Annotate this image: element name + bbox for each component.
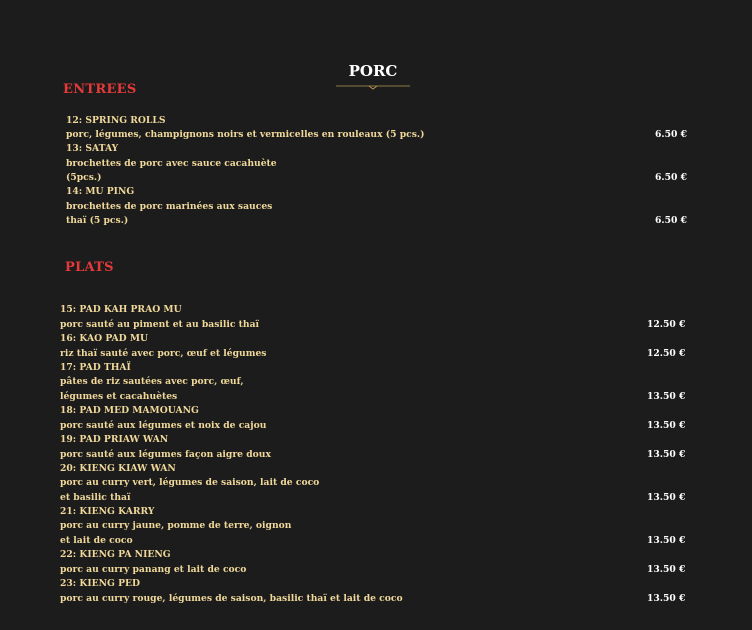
item-desc-16: riz thaï sauté avec porc, œuf et légumes xyxy=(60,348,267,359)
item-desc-13: brochettes de porc avec sauce cacahuète xyxy=(66,158,277,169)
item-desc-21: porc au curry jaune, pomme de terre, oignon xyxy=(60,520,292,531)
item-name-20: 20: KIENG KIAW WAN xyxy=(60,463,176,474)
item-desc-18: porc sauté aux légumes et noix de cajou xyxy=(60,420,267,431)
item-desc-21-b: et lait de coco xyxy=(60,535,133,546)
item-name-19: 19: PAD PRIAW WAN xyxy=(60,434,169,445)
item-desc-15: porc sauté au piment et au basilic thaï xyxy=(60,319,260,330)
item-name-12: 12: SPRING ROLLS xyxy=(66,115,166,126)
item-desc-14: brochettes de porc marinées aux sauces xyxy=(66,201,273,212)
item-price-15: 12.50 € xyxy=(647,319,686,330)
item-price-20: 13.50 € xyxy=(647,492,686,503)
item-name-13: 13: SATAY xyxy=(66,143,119,154)
item-desc-14-b: thaï (5 pcs.) xyxy=(66,215,129,226)
item-price-16: 12.50 € xyxy=(647,348,686,359)
item-name-15: 15: PAD KAH PRAO MU xyxy=(60,304,182,315)
item-price-12: 6.50 € xyxy=(655,129,687,140)
item-desc-17: pâtes de riz sautées avec porc, œuf, xyxy=(60,376,244,387)
item-desc-13-b: (5pcs.) xyxy=(66,172,102,183)
item-name-23: 23: KIENG PED xyxy=(60,578,140,589)
item-price-17: 13.50 € xyxy=(647,391,686,402)
item-price-14: 6.50 € xyxy=(655,215,687,226)
item-price-19: 13.50 € xyxy=(647,449,686,460)
item-name-18: 18: PAD MED MAMOUANG xyxy=(60,405,199,416)
item-name-16: 16: KAO PAD MU xyxy=(60,333,149,344)
item-price-23: 13.50 € xyxy=(647,593,686,604)
item-desc-20-b: et basilic thaï xyxy=(60,492,131,503)
section-title-plats: PLATS xyxy=(65,260,114,275)
item-name-21: 21: KIENG KARRY xyxy=(60,506,155,517)
item-desc-22: porc au curry panang et lait de coco xyxy=(60,564,247,575)
title-ornament-icon xyxy=(336,84,410,90)
item-desc-19: porc sauté aux légumes façon aigre doux xyxy=(60,449,271,460)
item-price-21: 13.50 € xyxy=(647,535,686,546)
item-name-22: 22: KIENG PA NIENG xyxy=(60,549,171,560)
page-title: PORC xyxy=(348,62,398,80)
item-name-17: 17: PAD THAÏ xyxy=(60,362,131,373)
item-price-22: 13.50 € xyxy=(647,564,686,575)
item-name-14: 14: MU PING xyxy=(66,186,135,197)
item-desc-23: porc au curry rouge, légumes de saison, basilic thaï et lait de coco xyxy=(60,593,403,604)
item-price-18: 13.50 € xyxy=(647,420,686,431)
item-price-13: 6.50 € xyxy=(655,172,687,183)
item-desc-12: porc, légumes, champignons noirs et vermicelles en rouleaux (5 pcs.) xyxy=(66,129,425,140)
section-title-entrees: ENTREES xyxy=(63,82,137,97)
item-desc-17-b: légumes et cacahuètes xyxy=(60,391,178,402)
item-desc-20: porc au curry vert, légumes de saison, lait de coco xyxy=(60,477,320,488)
